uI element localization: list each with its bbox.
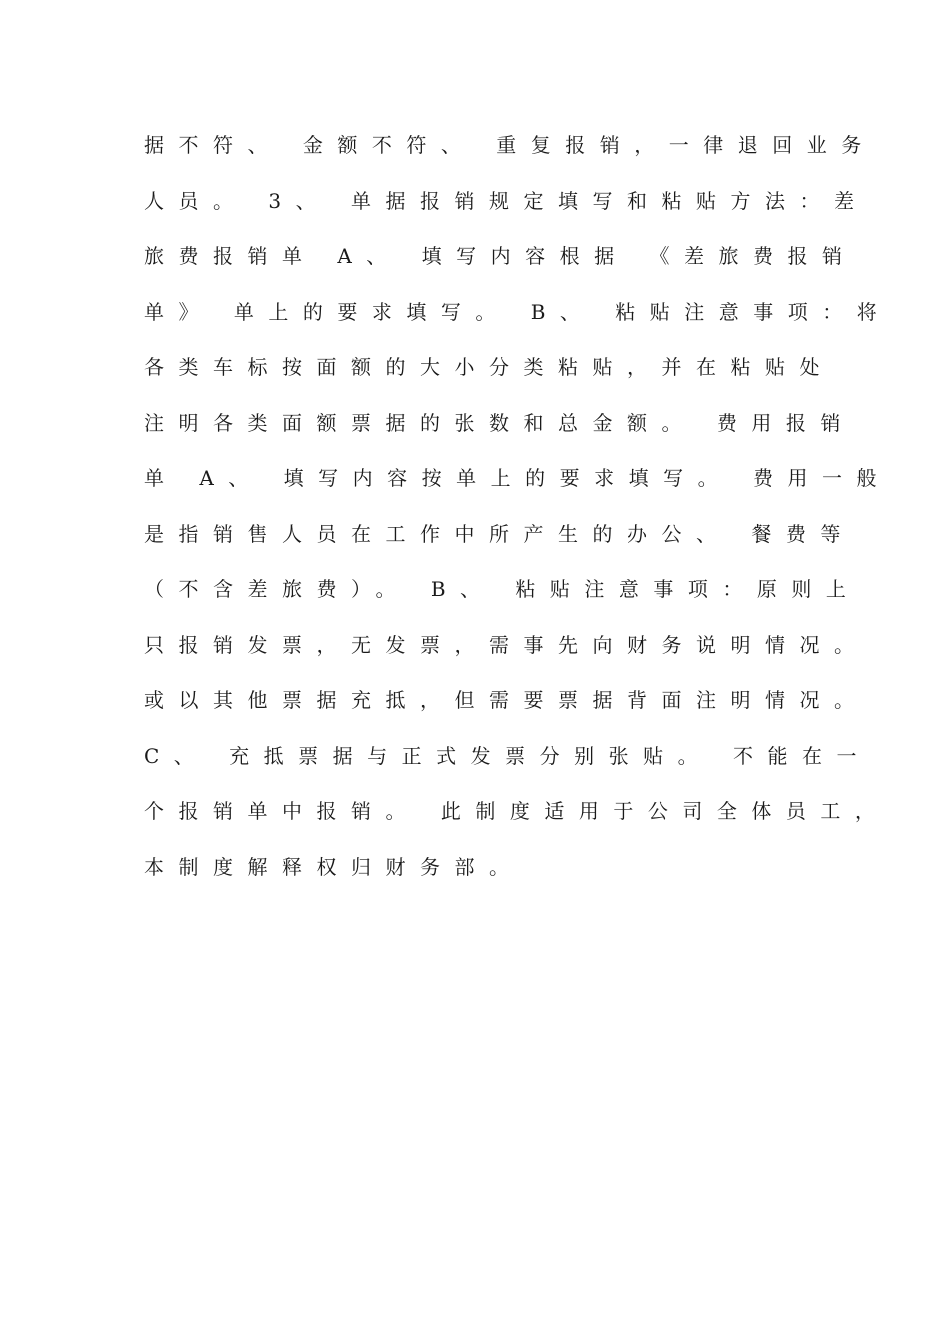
text-line: 人员。 3、 单据报销规定填写和粘贴方法：差	[144, 188, 869, 213]
text-line: 只报销发票，无发票，需事先向财务说明情况。	[144, 632, 869, 657]
text-line: 本制度解释权归财务部。	[144, 854, 524, 879]
text-line: 或以其他票据充抵，但需要票据背面注明情况。	[144, 688, 869, 712]
body-text	[144, 127, 944, 904]
text-line: C、 充抵票据与正式发票分别张贴。 不能在一	[144, 743, 872, 768]
text-line: 是指销售人员在工作中所产生的办公、 餐费等	[144, 521, 855, 546]
text-line: 个报销单中报销。 此制度适用于公司全体员工，	[144, 799, 890, 823]
text-line: 注明各类面额票据的张数和总金额。 费用报销	[144, 410, 855, 435]
text-line: 单》 单上的要求填写。 B、 粘贴注意事项：将	[144, 299, 892, 324]
text-line: 旅费报销单 A、 填写内容根据 《差旅费报销	[144, 244, 857, 268]
text-line: 各类车标按面额的大小分类粘贴，并在粘贴处	[144, 355, 834, 379]
text-line: 单 A、 填写内容按单上的要求填写。 费用一般	[144, 466, 892, 490]
text-line: 据不符、 金额不符、 重复报销，一律退回业务	[144, 133, 876, 157]
text-line: （不含差旅费）。 B、 粘贴注意事项：原则上	[144, 577, 861, 601]
